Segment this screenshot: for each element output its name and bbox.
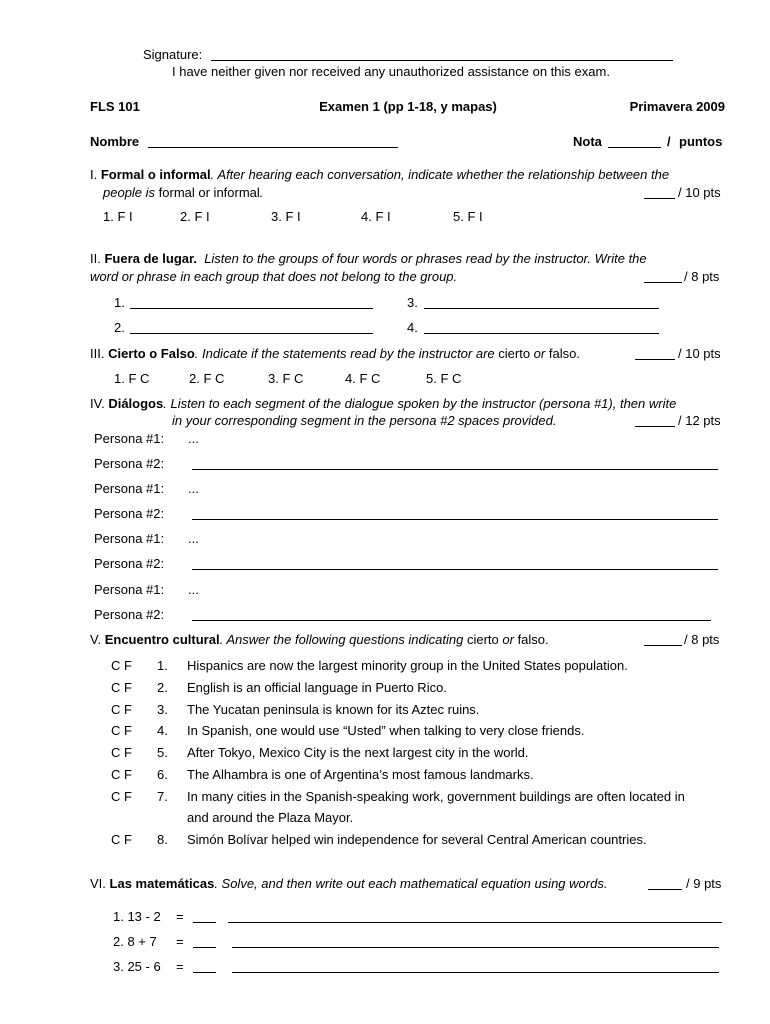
blank-number: 4. (407, 320, 418, 335)
honor-statement: I have neither given nor received any unauthorized assistance on this exam. (172, 64, 610, 79)
persona-2-label: Persona #2: (94, 556, 165, 571)
section-2-points: / 8 pts (684, 269, 720, 284)
question-text: Simón Bolívar helped win independence for several Central American countries. (187, 832, 647, 847)
fc-item[interactable]: 5. F C (426, 371, 462, 386)
name-line[interactable] (148, 147, 398, 148)
answer-line[interactable] (192, 620, 711, 621)
grade-label: Nota (573, 134, 602, 149)
dialogue-ellipsis: ... (188, 481, 199, 496)
cf-choice[interactable]: C F (111, 767, 132, 782)
question-number: 2. (157, 680, 168, 695)
fc-item[interactable]: 2. F C (189, 371, 225, 386)
section-numeral: I. (90, 167, 98, 182)
cf-choice[interactable]: C F (111, 658, 132, 673)
grade-suffix: puntos (679, 134, 723, 149)
persona-1-label: Persona #1: (94, 582, 165, 597)
section-6-heading: VI. Las matemáticas. Solve, and then write out each mathematical equation using words. (90, 876, 608, 891)
score-line[interactable] (635, 359, 675, 360)
tf-item[interactable]: 3. F I (271, 209, 301, 224)
question-text: Hispanics are now the largest minority group in the United States population. (187, 658, 628, 673)
math-expression: 1. 13 - 2 (113, 909, 161, 924)
cf-choice[interactable]: C F (111, 723, 132, 738)
question-number: 5. (157, 745, 168, 760)
section-2-heading: II. Fuera de lugar. Listen to the groups of four words or phrases read by the instructor. Write the (90, 251, 647, 266)
exam-title: Examen 1 (pp 1-18, y mapas) (319, 99, 497, 114)
question-number: 4. (157, 723, 168, 738)
score-line[interactable] (635, 426, 675, 427)
tf-item[interactable]: 2. F I (180, 209, 210, 224)
persona-2-label: Persona #2: (94, 607, 165, 622)
section-5-heading: V. Encuentro cultural. Answer the following questions indicating cierto or falso. (90, 632, 549, 647)
question-number: 1. (157, 658, 168, 673)
cf-choice[interactable]: C F (111, 745, 132, 760)
math-expression: 2. 8 + 7 (113, 934, 157, 949)
section-1-points: / 10 pts (678, 185, 721, 200)
grade-separator: / (667, 134, 671, 149)
answer-number-line[interactable] (193, 947, 216, 948)
question-number: 7. (157, 789, 168, 804)
question-number: 3. (157, 702, 168, 717)
fc-item[interactable]: 3. F C (268, 371, 304, 386)
tf-item[interactable]: 1. F I (103, 209, 133, 224)
section-4-heading: IV. Diálogos. Listen to each segment of the dialogue spoken by the instructor (persona #1), then write (90, 396, 677, 411)
course-code: FLS 101 (90, 99, 140, 114)
section-2-instructions-line2: word or phrase in each group that does not belong to the group. (90, 269, 458, 284)
math-expression: 3. 25 - 6 (113, 959, 161, 974)
persona-2-label: Persona #2: (94, 456, 165, 471)
grade-line[interactable] (608, 147, 661, 148)
answer-line[interactable] (192, 569, 718, 570)
answer-line[interactable] (192, 469, 718, 470)
question-number: 6. (157, 767, 168, 782)
question-number: 8. (157, 832, 168, 847)
dialogue-ellipsis: ... (188, 531, 199, 546)
fc-item[interactable]: 1. F C (114, 371, 150, 386)
question-text: The Yucatan peninsula is known for its Aztec ruins. (187, 702, 480, 717)
cf-choice[interactable]: C F (111, 680, 132, 695)
persona-2-label: Persona #2: (94, 506, 165, 521)
answer-line[interactable] (192, 519, 718, 520)
question-text: English is an official language in Puerto Rico. (187, 680, 447, 695)
question-text: The Alhambra is one of Argentina’s most famous landmarks. (187, 767, 534, 782)
score-line[interactable] (644, 282, 682, 283)
persona-1-label: Persona #1: (94, 431, 165, 446)
answer-words-line[interactable] (232, 972, 719, 973)
name-label: Nombre (90, 134, 140, 149)
tf-item[interactable]: 5. F I (453, 209, 483, 224)
score-line[interactable] (644, 645, 682, 646)
answer-words-line[interactable] (228, 922, 722, 923)
section-4-points: / 12 pts (678, 413, 721, 428)
cf-choice[interactable]: C F (111, 702, 132, 717)
equals-sign: = (176, 959, 184, 974)
dialogue-ellipsis: ... (188, 431, 199, 446)
cf-choice[interactable]: C F (111, 832, 132, 847)
section-title: Formal o informal (100, 167, 211, 182)
answer-number-line[interactable] (193, 922, 216, 923)
term: Primavera 2009 (629, 99, 725, 114)
dialogue-ellipsis: ... (188, 582, 199, 597)
blank-number: 2. (114, 320, 125, 335)
section-1-heading (90, 167, 669, 183)
section-1-instructions-line2: people is formal or informal. (103, 185, 264, 200)
persona-1-label: Persona #1: (94, 481, 165, 496)
score-line[interactable] (644, 198, 675, 199)
question-text: In Spanish, one would use “Usted” when talking to very close friends. (187, 723, 585, 738)
signature-line[interactable] (211, 60, 673, 61)
section-3-points: / 10 pts (678, 346, 721, 361)
signature-label: Signature: (143, 47, 203, 62)
score-line[interactable] (648, 889, 682, 890)
answer-line[interactable] (424, 333, 659, 334)
answer-line[interactable] (424, 308, 659, 309)
equals-sign: = (176, 934, 184, 949)
persona-1-label: Persona #1: (94, 531, 165, 546)
section-4-instructions-line2: in your corresponding segment in the persona #2 spaces provided. (172, 413, 557, 428)
cf-choice[interactable]: C F (111, 789, 132, 804)
blank-number: 1. (114, 295, 125, 310)
fc-item[interactable]: 4. F C (345, 371, 381, 386)
section-5-points: / 8 pts (684, 632, 720, 647)
question-text: In many cities in the Spanish-speaking work, government buildings are often located in (187, 789, 685, 804)
section-3-heading: III. Cierto o Falso. Indicate if the statements read by the instructor are cierto or falso. (90, 346, 580, 361)
question-text-continued: and around the Plaza Mayor. (187, 810, 354, 825)
tf-item[interactable]: 4. F I (361, 209, 391, 224)
question-text: After Tokyo, Mexico City is the next largest city in the world. (187, 745, 529, 760)
answer-number-line[interactable] (193, 972, 216, 973)
answer-line[interactable] (130, 308, 373, 309)
equals-sign: = (176, 909, 184, 924)
answer-words-line[interactable] (232, 947, 719, 948)
answer-line[interactable] (130, 333, 373, 334)
section-6-points: / 9 pts (686, 876, 722, 891)
section-instructions: . After hearing each conversation, indicate whether the relationship between the (210, 167, 670, 182)
blank-number: 3. (407, 295, 418, 310)
